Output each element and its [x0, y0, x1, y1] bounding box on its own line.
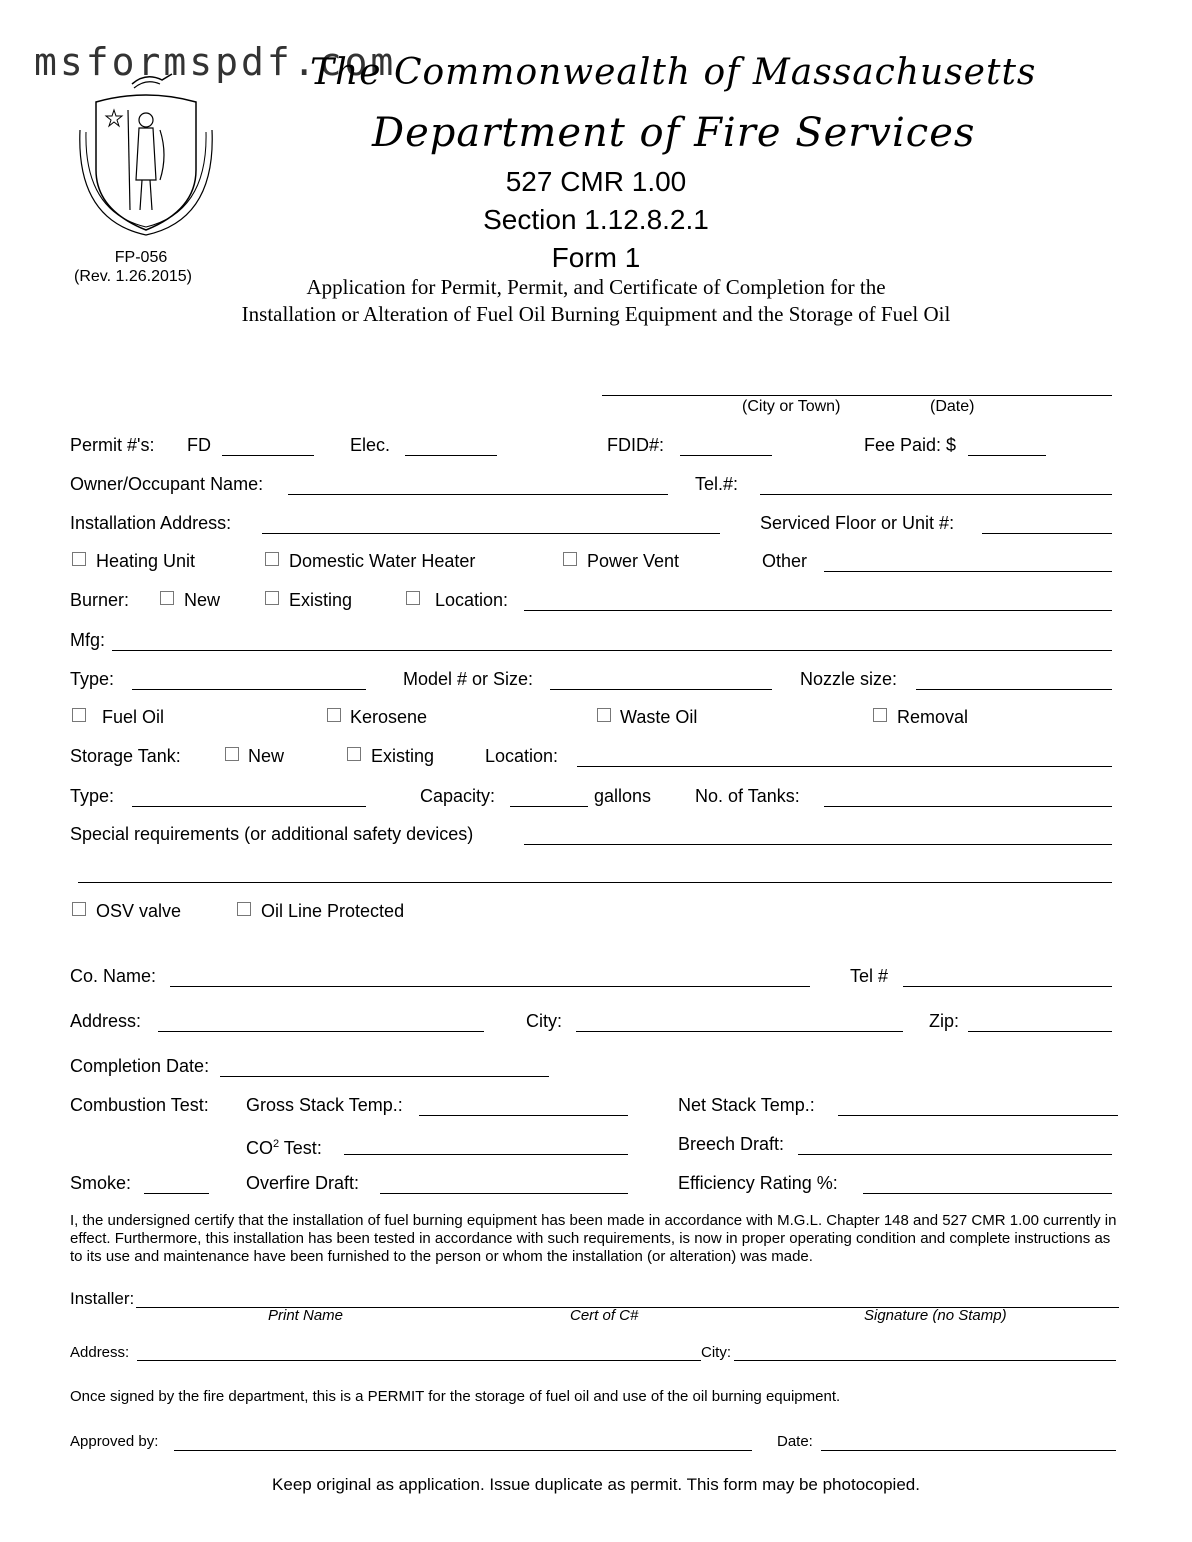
fdid-label: FDID#:	[607, 435, 665, 455]
burner-existing-label: Existing	[289, 590, 353, 610]
installer-city-field[interactable]	[734, 1360, 1116, 1361]
tank-new-checkbox[interactable]	[225, 747, 239, 761]
burner-type-label: Type:	[70, 669, 115, 689]
footer-note: Keep original as application. Issue duplicate as permit. This form may be photocopied.	[272, 1475, 920, 1494]
tank-existing-checkbox[interactable]	[347, 747, 361, 761]
company-city-label: City:	[526, 1011, 562, 1031]
mfg-field[interactable]	[112, 650, 1112, 651]
owner-name-label: Owner/Occupant Name:	[70, 474, 264, 494]
cert-caption: Cert of C#	[570, 1307, 639, 1324]
approval-date-label: Date:	[777, 1433, 813, 1450]
form-title-line2: Installation or Alteration of Fuel Oil Burning Equipment and the Storage of Fuel Oil	[241, 302, 951, 326]
form-number: FP-056	[114, 249, 168, 266]
oil-line-label: Oil Line Protected	[261, 901, 405, 921]
fuel-oil-checkbox[interactable]	[72, 708, 86, 722]
revision: (Rev. 1.26.2015)	[74, 268, 192, 285]
signature-caption: Signature (no Stamp)	[864, 1307, 1007, 1324]
floor-unit-label: Serviced Floor or Unit #:	[760, 513, 955, 533]
install-address-field[interactable]	[262, 533, 720, 534]
burner-location-checkbox[interactable]	[406, 591, 420, 605]
floor-unit-field[interactable]	[982, 533, 1112, 534]
certification-text: I, the undersigned certify that the installation of fuel burning equipment has been made in accordance with M.G.L. Chapter 148 and 527 CMR 1.00 currently in effect. Furthermore, this installation has been tested in accordance with such requirements, is now in proper operating condition and complete instructions as to its use and maintenance have been furnished to the person or whom the installation (or alteration) was made.	[70, 1212, 1117, 1265]
co2-test-field[interactable]	[344, 1154, 628, 1155]
company-tel-label: Tel #	[850, 966, 889, 986]
smoke-label: Smoke:	[70, 1173, 132, 1193]
water-heater-checkbox[interactable]	[265, 552, 279, 566]
elec-permit-field[interactable]	[405, 455, 497, 456]
owner-tel-label: Tel.#:	[695, 474, 739, 494]
overfire-draft-field[interactable]	[380, 1193, 628, 1194]
fee-label: Fee Paid: $	[864, 435, 957, 455]
breech-draft-field[interactable]	[798, 1154, 1112, 1155]
company-zip-field[interactable]	[968, 1031, 1112, 1032]
print-name-caption: Print Name	[268, 1307, 344, 1324]
co2-test-label	[246, 1133, 322, 1159]
special-requirements-field[interactable]	[524, 844, 1112, 845]
burner-type-field[interactable]	[132, 689, 366, 690]
water-heater-label: Domestic Water Heater	[289, 551, 476, 571]
completion-date-field[interactable]	[220, 1076, 549, 1077]
company-name-field[interactable]	[170, 986, 810, 987]
model-size-field[interactable]	[550, 689, 772, 690]
tank-location-label: Location:	[485, 746, 559, 766]
osv-valve-checkbox[interactable]	[72, 902, 86, 916]
efficiency-label: Efficiency Rating %:	[678, 1173, 838, 1193]
owner-name-field[interactable]	[288, 494, 668, 495]
watermark: msformspdf.com	[34, 40, 397, 84]
special-requirements-label: Special requirements (or additional safety devices)	[70, 824, 474, 844]
burner-location-label: Location:	[435, 590, 509, 610]
city-date-line[interactable]	[602, 395, 1112, 396]
section-label: Section 1.12.8.2.1	[483, 204, 709, 235]
installer-address-field[interactable]	[137, 1360, 701, 1361]
company-tel-field[interactable]	[903, 986, 1112, 987]
storage-tank-label: Storage Tank:	[70, 746, 181, 766]
nozzle-size-label: Nozzle size:	[800, 669, 898, 689]
heating-unit-label: Heating Unit	[96, 551, 196, 571]
company-city-field[interactable]	[576, 1031, 903, 1032]
elec-label: Elec.	[350, 435, 391, 455]
fee-field[interactable]	[968, 455, 1046, 456]
fd-permit-field[interactable]	[222, 455, 314, 456]
tank-new-label: New	[248, 746, 285, 766]
model-size-label: Model # or Size:	[403, 669, 534, 689]
power-vent-checkbox[interactable]	[563, 552, 577, 566]
special-requirements-field-2[interactable]	[78, 882, 1112, 883]
waste-oil-checkbox[interactable]	[597, 708, 611, 722]
heating-unit-checkbox[interactable]	[72, 552, 86, 566]
efficiency-field[interactable]	[863, 1193, 1112, 1194]
form-label: Form 1	[551, 242, 641, 273]
date-label: (Date)	[930, 398, 975, 415]
net-stack-field[interactable]	[838, 1115, 1118, 1116]
capacity-field[interactable]	[510, 806, 588, 807]
tank-type-label: Type:	[70, 786, 115, 806]
form-title-line1: Application for Permit, Permit, and Certificate of Completion for the	[306, 275, 886, 299]
burner-label: Burner:	[70, 590, 130, 610]
fuel-oil-label: Fuel Oil	[102, 707, 165, 727]
burner-new-checkbox[interactable]	[160, 591, 174, 605]
installer-label: Installer:	[70, 1289, 135, 1308]
co2-test-text: Test:	[279, 1138, 322, 1158]
department-title: Department of Fire Services	[372, 110, 976, 156]
oil-line-checkbox[interactable]	[237, 902, 251, 916]
burner-new-label: New	[184, 590, 221, 610]
num-tanks-field[interactable]	[824, 806, 1112, 807]
removal-label: Removal	[897, 707, 969, 727]
gallons-label: gallons	[594, 786, 652, 806]
install-address-label: Installation Address:	[70, 513, 232, 533]
completion-date-label: Completion Date:	[70, 1056, 210, 1076]
kerosene-checkbox[interactable]	[327, 708, 341, 722]
co2-text: CO	[246, 1138, 273, 1158]
permits-label: Permit #'s:	[70, 435, 155, 455]
company-zip-label: Zip:	[929, 1011, 960, 1031]
company-name-label: Co. Name:	[70, 966, 157, 986]
num-tanks-label: No. of Tanks:	[695, 786, 800, 806]
tank-existing-label: Existing	[371, 746, 435, 766]
combustion-test-label: Combustion Test:	[70, 1095, 209, 1115]
gross-stack-label: Gross Stack Temp.:	[246, 1095, 403, 1115]
other-label: Other	[762, 551, 808, 571]
gross-stack-field[interactable]	[419, 1115, 628, 1116]
waste-oil-label: Waste Oil	[620, 707, 698, 727]
mfg-label: Mfg:	[70, 630, 106, 650]
tank-location-field[interactable]	[577, 766, 1112, 767]
approved-by-field[interactable]	[174, 1450, 752, 1451]
burner-location-field[interactable]	[524, 610, 1112, 611]
kerosene-label: Kerosene	[350, 707, 428, 727]
overfire-draft-label: Overfire Draft:	[246, 1173, 360, 1193]
net-stack-label: Net Stack Temp.:	[678, 1095, 815, 1115]
installer-address-label: Address:	[70, 1344, 130, 1361]
fd-label: FD	[187, 435, 211, 455]
other-field[interactable]	[824, 571, 1112, 572]
osv-valve-label: OSV valve	[96, 901, 182, 921]
company-address-label: Address:	[70, 1011, 142, 1031]
approval-date-field[interactable]	[821, 1450, 1116, 1451]
owner-tel-field[interactable]	[760, 494, 1112, 495]
commonwealth-title: The Commonwealth of Massachusetts	[310, 52, 1037, 93]
smoke-field[interactable]	[144, 1193, 209, 1194]
removal-checkbox[interactable]	[873, 708, 887, 722]
fdid-field[interactable]	[680, 455, 772, 456]
tank-type-field[interactable]	[132, 806, 366, 807]
company-address-field[interactable]	[158, 1031, 484, 1032]
approved-by-label: Approved by:	[70, 1433, 159, 1450]
breech-draft-label: Breech Draft:	[678, 1134, 785, 1154]
city-label: (City or Town)	[742, 398, 841, 415]
co2-subscript: 2	[273, 1138, 280, 1150]
burner-existing-checkbox[interactable]	[265, 591, 279, 605]
capacity-label: Capacity:	[420, 786, 496, 806]
nozzle-size-field[interactable]	[916, 689, 1112, 690]
installer-city-label: City:	[701, 1344, 731, 1361]
permit-note: Once signed by the fire department, this is a PERMIT for the storage of fuel oil and use of the oil burning equipment.	[70, 1388, 841, 1405]
power-vent-label: Power Vent	[587, 551, 680, 571]
code-label: 527 CMR 1.00	[505, 166, 687, 197]
